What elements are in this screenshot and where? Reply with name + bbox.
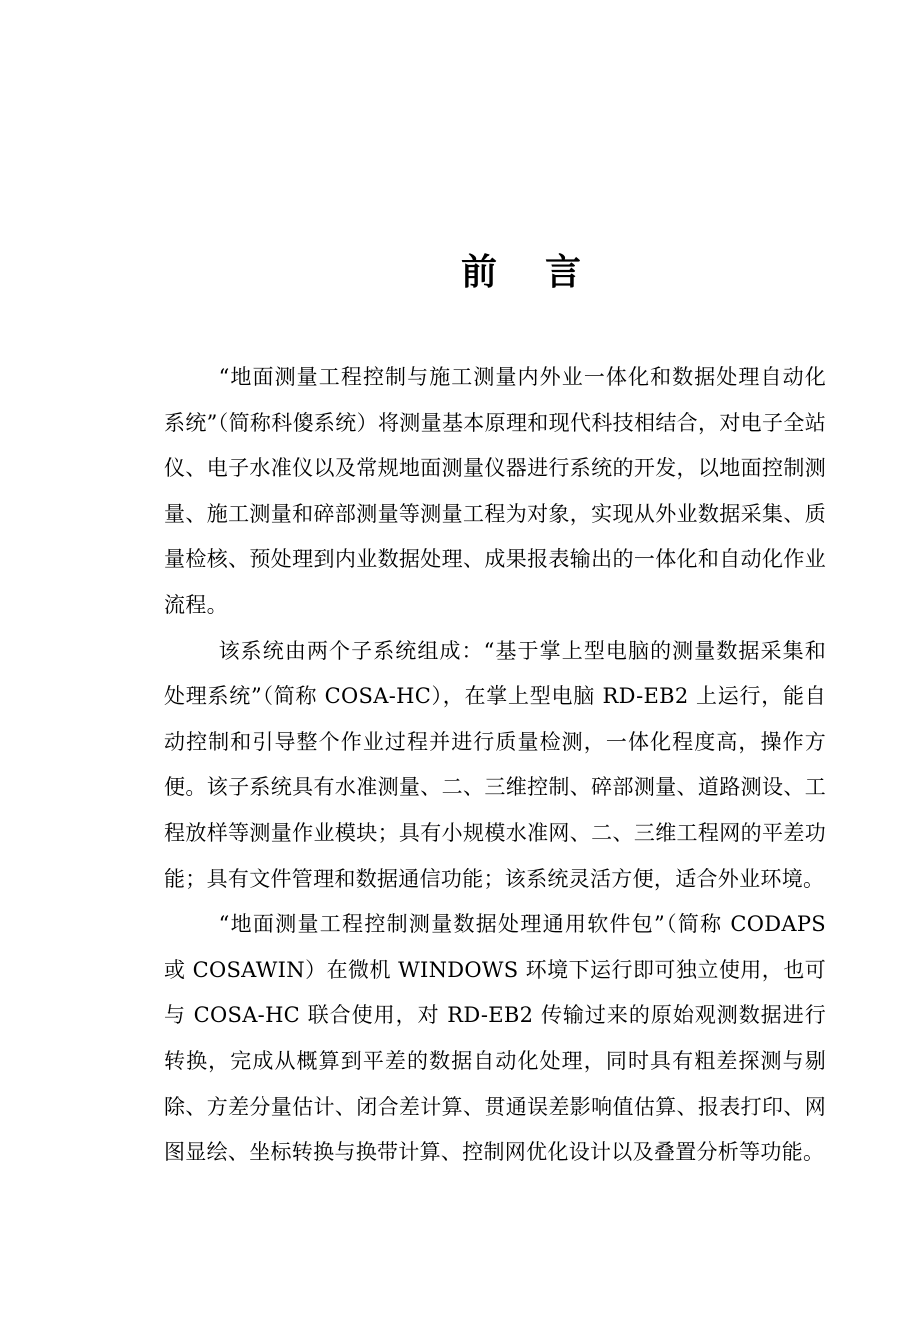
paragraph-2: 该系统由两个子系统组成：“基于掌上型电脑的测量数据采集和处理系统”（简称 COSA-HC），在掌上型电脑 RD-EB2 上运行，能自动控制和引导整个作业过程并进行质量检测，一体化程度高，操作方便。该子系统具有水准测量、二、三维控制、碎部测量、道路测设、工程放样等测量作业模块；具有小规模水准网、二、三维工程网的平差功能；具有文件管理和数据通信功能；该系统灵活方便，适合外业环境。 (164, 638, 826, 891)
title-container (0, 248, 920, 296)
document-body (164, 355, 826, 1176)
paragraph-3: “地面测量工程控制测量数据处理通用软件包”（简称 CODAPS 或 COSAWIN）在微机 WINDOWS 环境下运行即可独立使用，也可与 COSA-HC 联合使用，对 RD-EB2 传输过来的原始观测数据进行转换，完成从概算到平差的数据自动化处理，同时具有粗差探测与剔除、方差分量估计、闭合差计算、贯通误差影响值估算、报表打印、网图显绘、坐标转换与换带计算、控制网优化设计以及叠置分析等功能。 (164, 912, 826, 1165)
paragraph-1: “地面测量工程控制与施工测量内外业一体化和数据处理自动化系统”（简称科傻系统）将测量基本原理和现代科技相结合，对电子全站仪、电子水准仪以及常规地面测量仪器进行系统的开发，以地面控制测量、施工测量和碎部测量等测量工程为对象，实现从外业数据采集、质量检核、预处理到内业数据处理、成果报表输出的一体化和自动化作业流程。 (164, 365, 826, 617)
page-title: 前言 (461, 251, 630, 293)
